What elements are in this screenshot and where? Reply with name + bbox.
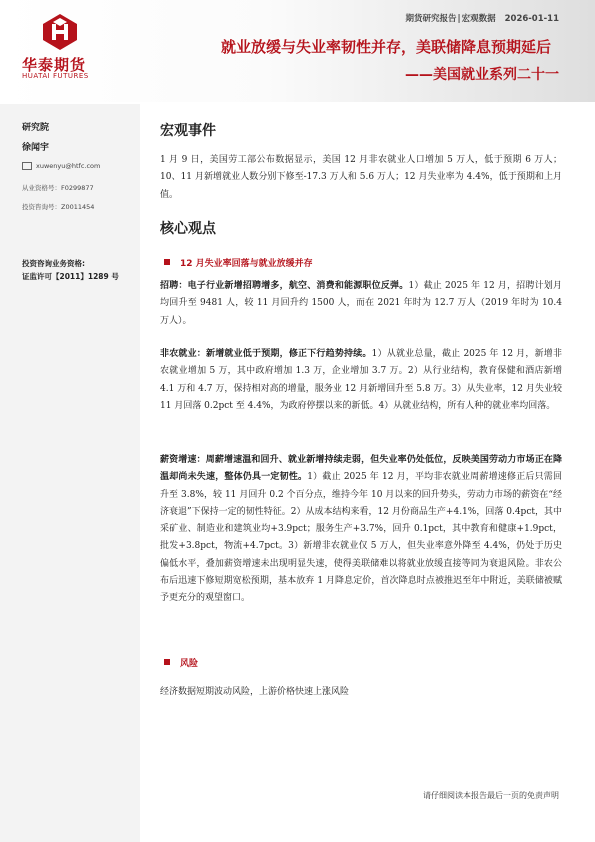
report-header <box>0 0 595 102</box>
wage-paragraph <box>160 452 562 608</box>
core-subheading-text: 12 月失业率回落与就业放缓并存 <box>180 259 313 269</box>
risk-heading-text: 风险 <box>180 659 199 669</box>
nonfarm-body: 1）从就业总量，截止 2025 年 12 月，新增非农就业增加 5 万，其中政府增加 1.3 万，企业增加 3.7 万。2）从行业结构，教育保健和酒店新增 4.1 万和 4.7 万，保持相对高的增量，服务业 12 月新增回升至 5.8 万。3）从失业率，12 月失业较 11 月回落 0.2pct 至 4.4%，为政府停摆以来的新低。4）从就业结构，所有人种的就业率均回落。 <box>160 349 562 411</box>
section-title-core: 核心观点 <box>160 221 216 237</box>
license-label: 投资咨询业务资格: <box>22 259 85 268</box>
meta-separator: | <box>457 14 461 24</box>
wage-body: 1）截止 2025 年 12 月，平均非农就业周薪增速修正后只需回升至 3.8%，较 11 月回升 0.2 个百分点，维持今年 10 月以来的回升势头，劳动力市场的薪资在“经济衰退”下保持一定的韧性特征。2）从成本结构来看，12 月份商品生产+4.1%，回落 0.4pct，其中采矿业、制造业和建筑业均+3.9pct；服务生产+3.7%，回升 0.1pct，其中教育和健康+1.9pct，批发+3.8pct，物流+4.7pct。3）新增非农就业仅 5 万人，但失业率意外降至 4.4%，仍处于历史偏低水平，叠加薪资增速未出现明显失速，使得美联储难以将就业放缓直接等同为衰退风险。非农公布后迅速下修短期宽松预期，基本放弃 1 月降息定价，首次降息时点被推迟至年中附近，美联储被赋予更充分的观望窗口。 <box>160 472 562 604</box>
nonfarm-paragraph <box>160 346 562 415</box>
qualification-number: 从业资格号：F0299877 <box>22 184 94 192</box>
nonfarm-lead: 非农就业：新增就业低于预期，修正下行趋势持续。 <box>160 349 372 359</box>
core-subheading <box>164 256 313 269</box>
logo-chinese-name: 华泰期货 <box>22 56 87 74</box>
report-subtitle: ——美国就业系列二十一 <box>405 67 559 83</box>
disclaimer-note: 请仔细阅读本报告最后一页的免责声明 <box>423 791 559 800</box>
license-number: 证监许可【2011】1289 号 <box>22 272 119 281</box>
email-text[interactable]: xuwenyu@htfc.com <box>36 162 101 170</box>
risk-heading <box>164 656 198 669</box>
huatai-logo-icon <box>43 14 77 50</box>
report-meta <box>406 12 559 24</box>
risk-text: 经济数据短期波动风险，上游价格快速上涨风险 <box>160 687 350 697</box>
report-title: 就业放缓与失业率韧性并存，美联储降息预期延后 <box>220 38 551 56</box>
wage-lead: 薪资增速：周薪增速温和回升、就业新增持续走弱，但失业率仍处低位，反映美国劳动力市场正在降温却尚未失速，整体仍具一定韧性。 <box>160 455 562 483</box>
section-title-macro: 宏观事件 <box>160 123 216 139</box>
logo-english-name: HUATAI FUTURES <box>22 72 89 80</box>
macro-event-paragraph: 1 月 9 日，美国劳工部公布数据显示，美国 12 月非农就业人口增加 5 万人，低于预期 6 万人；10、11 月新增就业人数分别下修至-17.3 万人和 5.6 万人；12 月失业率为 4.4%，低于预期和上月值。 <box>160 155 562 200</box>
report-category: 宏观数据 <box>461 14 496 24</box>
company-logo <box>22 14 112 84</box>
hiring-paragraph <box>160 278 562 330</box>
hiring-lead: 招聘：电子行业新增招聘增多，航空、消费和能源职位反弹。 <box>160 281 409 291</box>
mail-icon <box>22 162 32 170</box>
hiring-body: 1）截止 2025 年 12 月，招聘计划月均回升至 9481 人，较 11 月回升约 1500 人，而在 2021 年时为 12.7 万人（2019 年时为 10.4 万人）。 <box>160 281 562 326</box>
report-date: 2026-01-11 <box>504 14 559 24</box>
report-type: 期货研究报告 <box>405 14 457 24</box>
analyst-name: 徐闻宇 <box>22 143 50 153</box>
institute-label: 研究院 <box>22 123 50 133</box>
analyst-email[interactable] <box>22 162 100 170</box>
square-bullet-icon <box>164 259 170 265</box>
square-bullet-icon <box>164 659 170 665</box>
consulting-number: 投资咨询号：Z0011454 <box>22 203 95 211</box>
author-sidebar <box>0 104 140 842</box>
